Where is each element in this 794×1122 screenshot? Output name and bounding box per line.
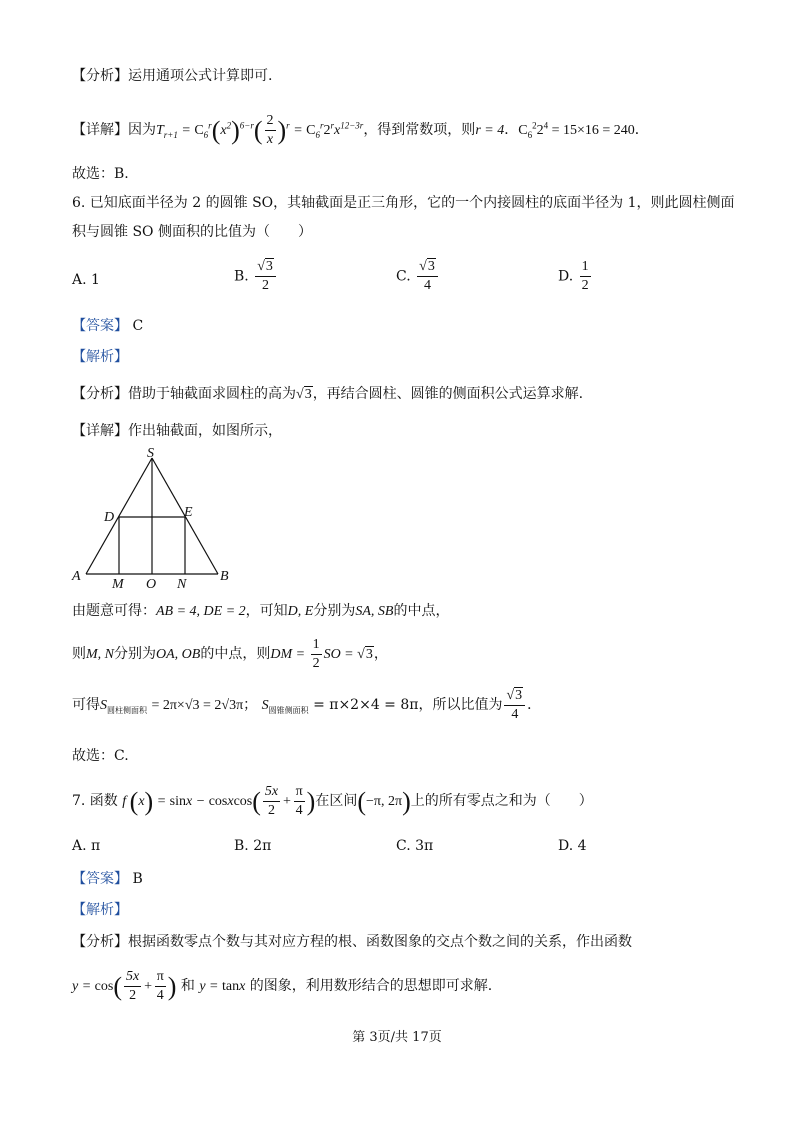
q6-answer <box>72 316 143 336</box>
page-footer: 第 3页/共 17页 <box>352 1030 442 1045</box>
label-b: B <box>220 569 229 584</box>
q7-answer-value: B <box>132 871 143 887</box>
detail-tag: 【详解】 <box>72 122 128 138</box>
q6-detail: 【详解】作出轴截面，如图所示， <box>72 423 282 439</box>
q6-option-b: B. $\frac{√3}{2}$ <box>234 258 278 295</box>
analysis-tag: 【分析】 <box>72 68 128 84</box>
q6-option-a: A. 1 <box>72 272 100 288</box>
q5-analysis <box>72 66 272 86</box>
q6-line-a: 由题意可得：AB = 4, DE = 2，可知D, E分别为SA, SB的中点， <box>72 603 450 619</box>
q7-option-b: B. 2π <box>234 838 272 854</box>
q6-explain-tag: 【解析】 <box>72 349 128 365</box>
q6-answer-value: C <box>132 318 144 334</box>
label-a: A <box>72 569 81 584</box>
cone-cross-section-diagram <box>66 444 246 590</box>
q5-choose: 故选：B. <box>72 166 129 182</box>
q7-option-a: A. π <box>72 838 101 854</box>
label-d: D <box>104 510 115 525</box>
label-n: N <box>177 577 187 590</box>
q7-answer: 【答案】 B <box>72 871 143 887</box>
q7-option-c: C. 3π <box>396 838 434 854</box>
q5-detail: 【详解】因为$T_{r+1} = C_6^r(x^2)^{6-r}$( $\frac{2}{x}$ )$^r = C_6^r2^rx^{12-3r}$，得到常数项，则r = 4．$C_6^22^4 = 15\times 16 = 240$． <box>72 113 649 148</box>
q6-analysis-text: 借助于轴截面求圆柱的高为 <box>128 386 296 402</box>
q6-choose: 故选：C. <box>72 748 129 764</box>
q5-calc: = 15×16 = 240 <box>551 123 635 138</box>
q7-option-d: D. 4 <box>558 838 587 854</box>
q5-result: r = 4 <box>475 123 505 138</box>
q5-detail-prefix: 因为 <box>128 122 156 138</box>
q7-analysis-line2: y = cos( $\frac{5x}{2}$ + $\frac{\pi}{4}$ ) 和 y = tanx 的图象，利用数形结合的思想即可求解. <box>72 969 493 1004</box>
q5-analysis-text: 运用通项公式计算即可. <box>128 68 273 84</box>
q6-line-c: 可得$S_{圆柱侧面积} = 2\pi\times√3 = 2√3\pi$； $S_{圆锥侧面积} = \pi\times 2\times 4 = 8\pi$，所以比值为 $\frac{√3}{4}$ ． <box>72 687 542 722</box>
q6-analysis-text2: ，再结合圆柱、圆锥的侧面积公式运算求解. <box>312 386 584 402</box>
q6-analysis: 【分析】借助于轴截面求圆柱的高为√3，再结合圆柱、圆锥的侧面积公式运算求解. <box>72 386 584 402</box>
q7-stem: 7. 函数 f (x) = sinx − cosxcos( $\frac{5x}{2}$ + $\frac{\pi}{4}$ )在区间(−π, 2π)上的所有零点之和为（ ） <box>72 784 593 819</box>
q6-option-d: D. $\frac{1}{2}$ <box>558 259 589 293</box>
q7-explain-tag: 【解析】 <box>72 902 128 918</box>
answer-tag: 【答案】 <box>72 318 128 334</box>
q7-analysis: 【分析】根据函数零点个数与其对应方程的根、函数图象的交点个数之间的关系，作出函数 <box>72 934 632 950</box>
q6-detail-text: 作出轴截面，如图所示， <box>128 423 282 439</box>
label-s: S <box>147 446 154 461</box>
label-e: E <box>184 505 193 520</box>
q5-formula: $T_{r+1} = C_6^r(x^2)^{6-r}$( $\frac{2}{x}$ )$^r = C_6^r2^rx^{12-3r}$ <box>156 113 364 148</box>
label-m: M <box>112 577 124 590</box>
q6-line-b: 则M, N分别为OA, OB的中点，则DM = $\frac{1}{2}$ SO = √3， <box>72 637 388 672</box>
label-o: O <box>146 577 157 590</box>
q7-analysis-text: 根据函数零点个数与其对应方程的根、函数图象的交点个数之间的关系，作出函数 <box>128 934 632 950</box>
q6-option-c: C. $\frac{√3}{4}$ <box>396 258 440 295</box>
q6-stem-line2: 积与圆锥 SO 侧面积的比值为（ ） <box>72 224 312 240</box>
q5-detail-mid: ，得到常数项，则 <box>363 122 476 138</box>
q6-stem-line1: 6. 已知底面半径为 2 的圆锥 SO，其轴截面是正三角形，它的一个内接圆柱的底面半径为 1，则此圆柱侧面 <box>72 195 735 211</box>
q5-calc-prefix: $C_6^22^4$ <box>518 120 549 140</box>
